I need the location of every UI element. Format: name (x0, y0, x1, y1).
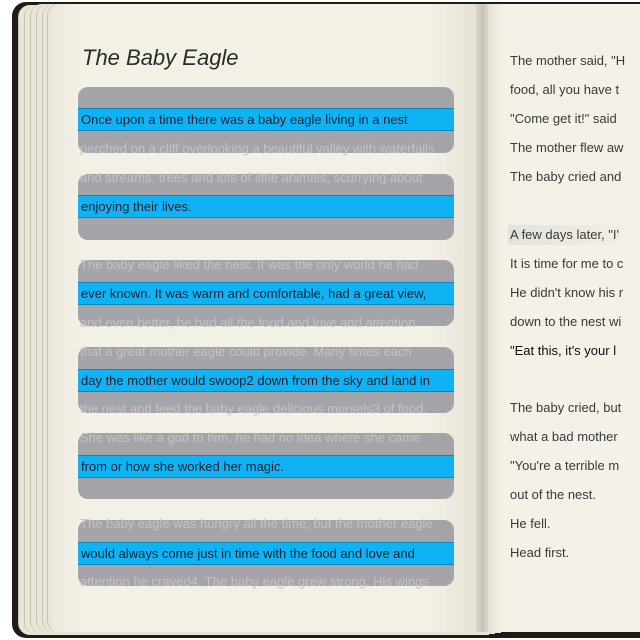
right-page-line: It is time for me to c (510, 256, 624, 271)
faded-line: The baby eagle liked the nest. It was the only world he had (80, 257, 419, 272)
faded-line: She was like a god to him, he had no idea where she came (80, 430, 421, 445)
highlighted-line[interactable] (78, 195, 454, 218)
page-title: The Baby Eagle (82, 45, 239, 70)
highlighted-line-text: ever known. It was warm and comfortable, had a great view, (81, 286, 427, 301)
right-page-line: He didn't know his r (510, 285, 624, 300)
highlighted-line-text: from or how she worked her magic. (81, 459, 285, 474)
right-page-line: out of the nest. (510, 487, 597, 502)
right-page-line: food, all you have t (510, 82, 620, 97)
right-page-line: The baby cried and (510, 169, 622, 184)
right-page-line: "Eat this, it's your l (510, 343, 617, 358)
faded-line: the nest and feed the baby eagle delicious morsels3 of food. (80, 401, 427, 416)
right-page-line: A few days later, "I' (508, 225, 621, 245)
right-page-line: "Come get it!" said (510, 111, 617, 126)
highlighted-line-text: enjoying their lives. (81, 199, 192, 214)
highlighted-line[interactable] (78, 369, 454, 392)
highlighted-line-text: Once upon a time there was a baby eagle living in a nest (81, 112, 408, 127)
right-page-line: "You're a terrible m (510, 458, 620, 473)
faded-line: attention he craved4. The baby eagle grew strong. His wings (80, 574, 429, 589)
highlighted-line-text: day the mother would swoop2 down from the sky and land in (81, 373, 431, 388)
faded-line: The baby eagle was hungry all the time, but the mother eagle (80, 516, 433, 531)
right-page-line: He fell. (510, 516, 551, 531)
right-page-line: Head first. (510, 545, 570, 560)
faded-line: and even better, he had all the food and love and attention (80, 315, 416, 330)
highlighted-line[interactable] (78, 108, 454, 131)
faded-line: that a great mother eagle could provide. Many times each (80, 344, 412, 359)
right-page-line: down to the nest wi (510, 314, 622, 329)
right-page-line: what a bad mother (510, 429, 618, 444)
highlighted-line[interactable] (78, 282, 454, 305)
highlighted-line[interactable] (78, 542, 454, 565)
faded-line: and streams, trees and lots of little animals, scurrying about (80, 170, 423, 185)
right-page-line: The baby cried, but (510, 400, 622, 415)
highlighted-line[interactable] (78, 455, 454, 478)
highlighted-line-text: would always come just in time with the food and love and (81, 546, 415, 561)
right-page-line: The mother flew aw (510, 140, 624, 155)
faded-line: perched on a cliff overlooking a beautiful valley with waterfalls (80, 141, 435, 156)
right-page-line: The mother said, "H (510, 53, 626, 68)
